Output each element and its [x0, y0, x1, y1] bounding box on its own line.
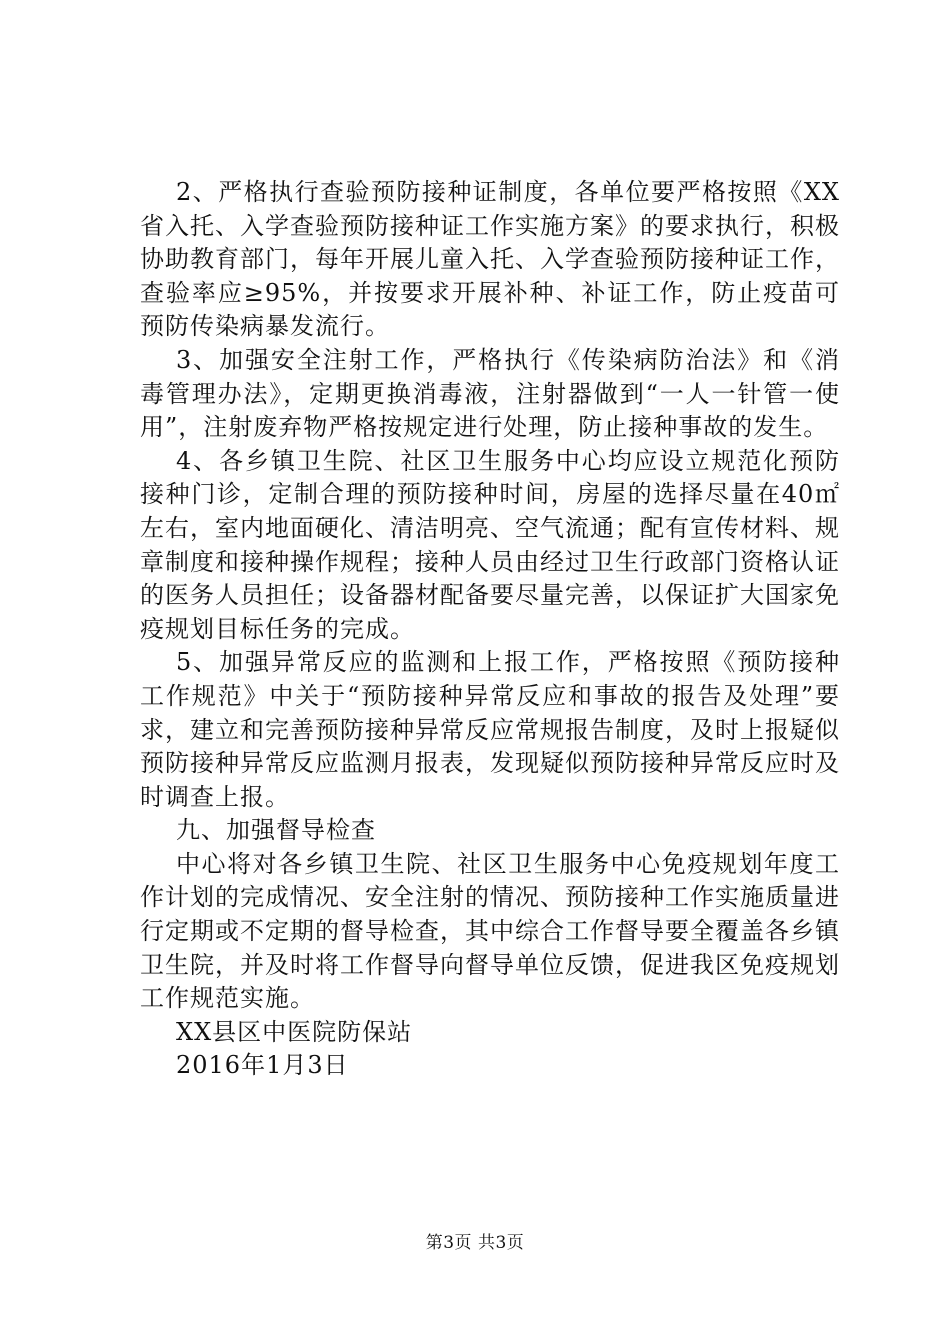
paragraph-item-4: 4、各乡镇卫生院、社区卫生服务中心均应设立规范化预防接种门诊，定制合理的预防接种时间，房屋的选择尽量在40㎡左右，室内地面硬化、清洁明亮、空气流通；配有宣传材料、规章制度和接种操作规程；接种人员由经过卫生行政部门资格认证的医务人员担任；设备器材配备要尽量完善，以保证扩大国家免疫规划目标任务的完成。: [140, 446, 840, 643]
document-body: [140, 176, 840, 1083]
paragraph-item-5: 5、加强异常反应的监测和上报工作，严格按照《预防接种工作规范》中关于“预防接种异常反应和事故的报告及处理”要求，建立和完善预防接种异常反应常规报告制度，及时上报疑似预防接种异常反应监测月报表，发现疑似预防接种异常反应时及时调查上报。: [140, 648, 840, 811]
paragraph-item-3: 3、加强安全注射工作，严格执行《传染病防治法》和《消毒管理办法》，定期更换消毒液，注射器做到“一人一针管一使用”，注射废弃物严格按规定进行处理，防止接种事故的发生。: [140, 345, 840, 442]
signature-organization: XX县区中医院防保站: [176, 1017, 413, 1046]
paragraph-item-2: 2、严格执行查验预防接种证制度，各单位要严格按照《XX省入托、入学查验预防接种证工作实施方案》的要求执行，积极协助教育部门，每年开展儿童入托、入学查验预防接种证工作，查验率应≥95%，并按要求开展补种、补证工作，防止疫苗可预防传染病暴发流行。: [140, 178, 840, 341]
page-number-footer: 第3页 共3页: [425, 1233, 525, 1253]
paragraph-supervision: 中心将对各乡镇卫生院、社区卫生服务中心免疫规划年度工作计划的完成情况、安全注射的情况、预防接种工作实施质量进行定期或不定期的督导检查，其中综合工作督导要全覆盖各乡镇卫生院，并及时将工作督导向督导单位反馈，促进我区免疫规划工作规范实施。: [140, 849, 840, 1013]
section-heading-supervision: 九、加强督导检查: [176, 816, 376, 845]
signature-date: 2016年1月3日: [176, 1051, 349, 1080]
